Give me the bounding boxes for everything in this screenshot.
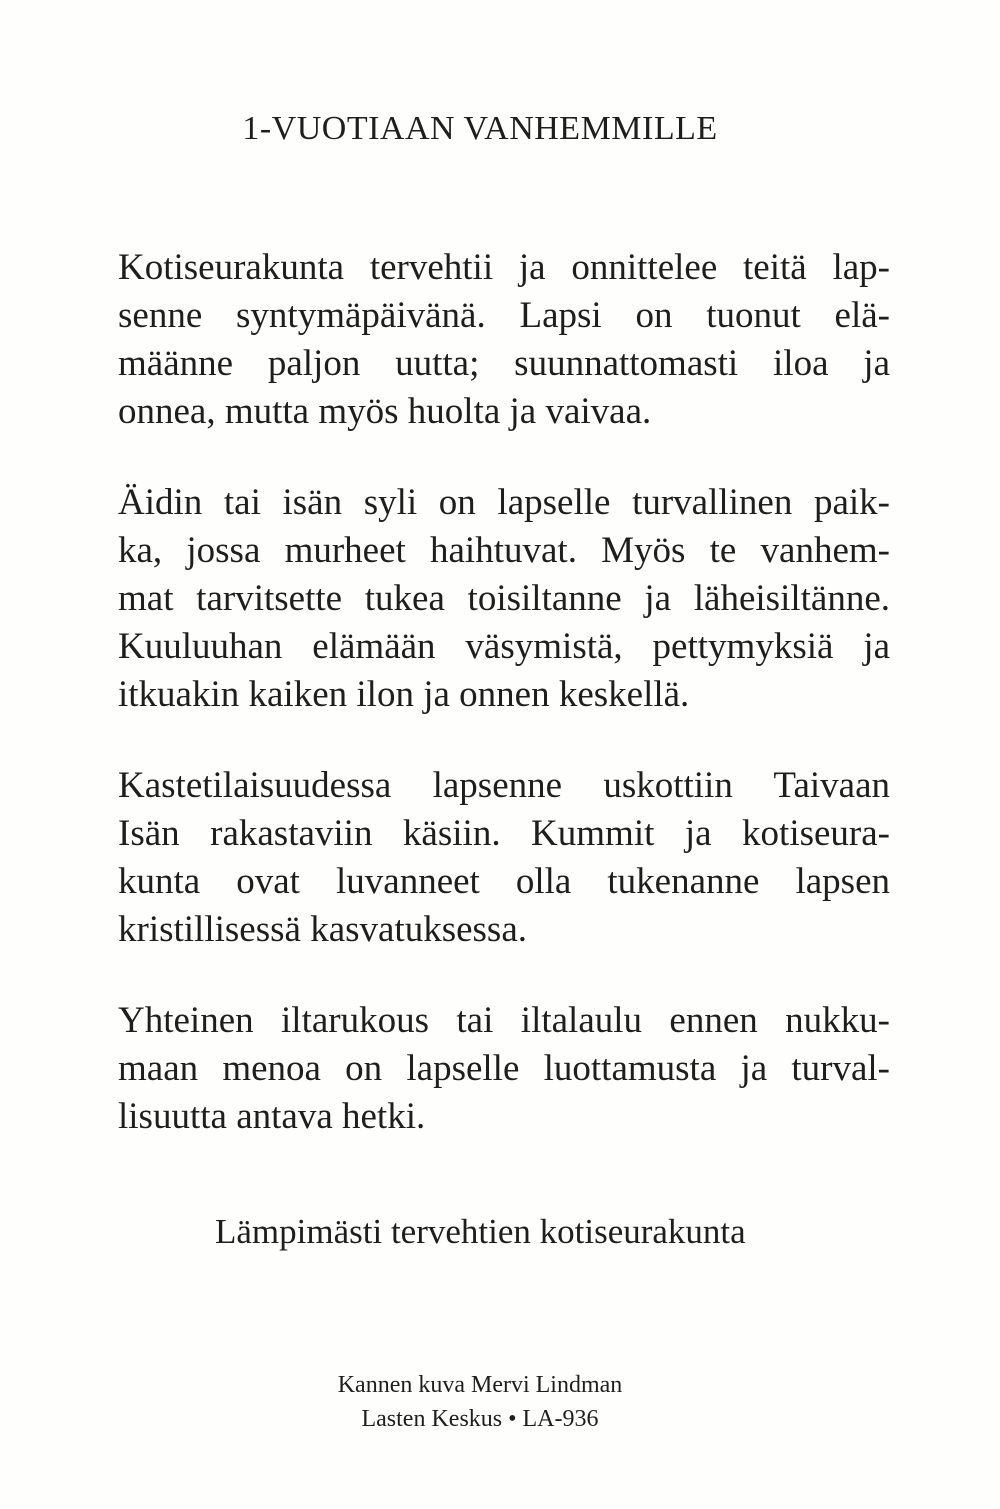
signature: Lämpimästi tervehtien kotiseurakunta (215, 1212, 746, 1251)
text-line: Äidin tai isän syli on lapselle turvallinen paik- (118, 482, 890, 523)
text-line: kunta ovat luvanneet olla tukenanne lapsen (118, 861, 890, 902)
text-line: kristillisessä kasvatuksessa. (118, 909, 528, 950)
text-line: ka, jossa murheet haihtuvat. Myös te vanhem- (118, 530, 890, 571)
text-line: onnea, mutta myös huolta ja vaivaa. (118, 391, 652, 432)
text-line: mat tarvitsette tukea toisiltanne ja läheisiltänne. (118, 578, 890, 619)
page-title: 1-VUOTIAAN VANHEMMILLE (242, 110, 718, 147)
text-line: itkuakin kaiken ilon ja onnen keskellä. (118, 674, 690, 715)
publisher-code: Lasten Keskus • LA-936 (361, 1406, 599, 1432)
paragraph (118, 479, 890, 719)
text-line: Kuuluuhan elämään väsymistä, pettymyksiä ja (118, 626, 890, 667)
body-text (118, 244, 890, 1184)
paragraph (118, 244, 890, 436)
text-line: Kotiseurakunta tervehtii ja onnittelee teitä lap- (118, 247, 890, 288)
text-line: Kastetilaisuudessa lapsenne uskottiin Taivaan (118, 765, 890, 806)
text-line: senne syntymäpäivänä. Lapsi on tuonut elä- (118, 295, 890, 336)
text-line: määnne paljon uutta; suunnattomasti iloa ja (118, 343, 890, 384)
text-line: lisuutta antava hetki. (118, 1096, 426, 1137)
paragraph (118, 997, 890, 1141)
cover-credit: Kannen kuva Mervi Lindman (337, 1372, 623, 1398)
text-line: maan menoa on lapselle luottamusta ja turval- (118, 1048, 890, 1089)
footer (0, 1368, 980, 1436)
text-line: Yhteinen iltarukous tai iltalaulu ennen nukku- (118, 1000, 890, 1041)
text-line: Isän rakastaviin käsiin. Kummit ja kotiseura- (118, 813, 890, 854)
paragraph (118, 762, 890, 954)
